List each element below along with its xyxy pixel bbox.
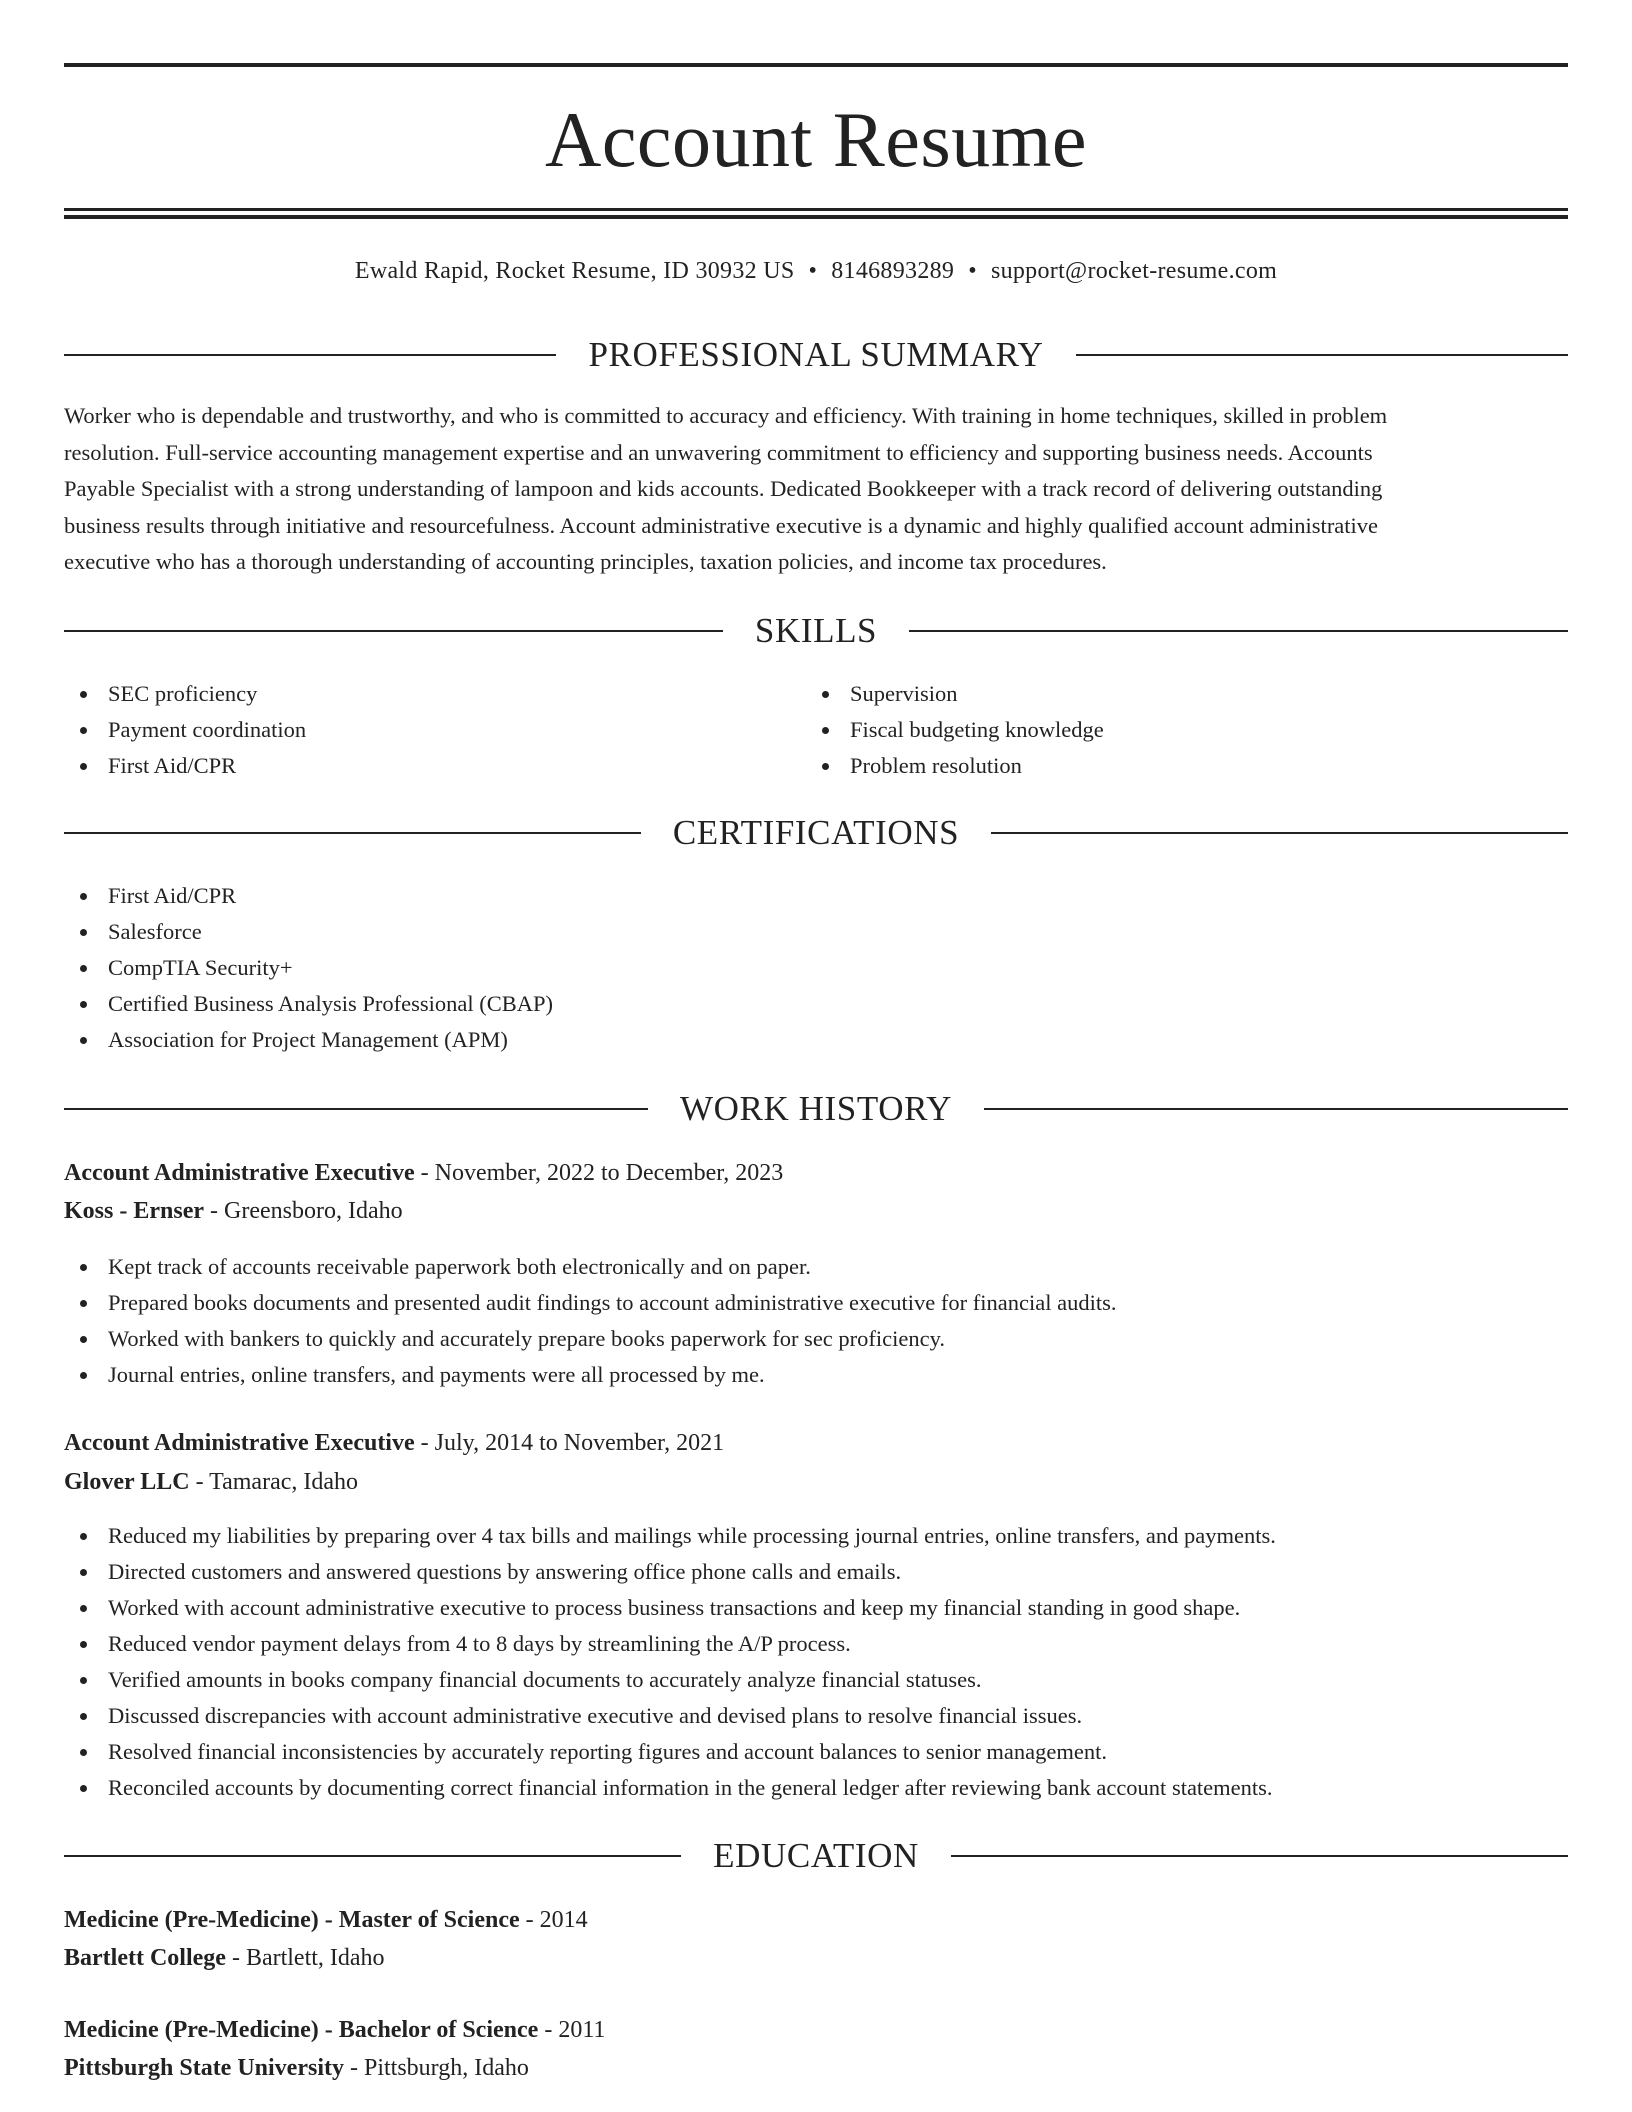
section-title: EDUCATION xyxy=(713,1836,919,1875)
job-bullet: Journal entries, online transfers, and payments were all processed by me. xyxy=(64,1357,1116,1393)
education-field: Medicine (Pre-Medicine) xyxy=(64,1907,319,1933)
heading-rule xyxy=(64,354,556,356)
job-bullet: Resolved financial inconsistencies by accurately reporting figures and account balances to senior management. xyxy=(64,1734,1276,1770)
dash: - xyxy=(538,2017,559,2043)
certification-item: Association for Project Management (APM) xyxy=(64,1022,553,1058)
job-title: Account Administrative Executive xyxy=(64,1430,415,1456)
dash: - xyxy=(343,2055,364,2081)
resume-title: Account Resume xyxy=(544,96,1088,183)
education-school-line xyxy=(64,2051,1568,2085)
heading-rule xyxy=(64,832,641,834)
job-bullets xyxy=(64,1249,1116,1393)
skill-item: SEC proficiency xyxy=(64,676,306,712)
job-bullet: Verified amounts in books company financial documents to accurately analyze financial statuses. xyxy=(64,1662,1276,1698)
section-title: CERTIFICATIONS xyxy=(672,813,960,852)
contact-phone: 8146893289 xyxy=(831,258,955,284)
education-degree-line xyxy=(64,2013,1568,2047)
section-title: PROFESSIONAL SUMMARY xyxy=(588,335,1044,374)
job-title-line xyxy=(64,1426,1568,1460)
education-degree: Bachelor of Science xyxy=(338,2017,539,2043)
dash: - xyxy=(414,1430,435,1456)
certification-item: First Aid/CPR xyxy=(64,878,553,914)
summary-line: Worker who is dependable and trustworthy, and who is committed to accuracy and efficiency. With training in home techniques, skilled in problem xyxy=(64,403,1388,428)
section-title: SKILLS xyxy=(754,611,878,650)
summary-paragraph xyxy=(64,398,1568,581)
education-degree-line xyxy=(64,1903,1568,1937)
certifications-list xyxy=(64,878,553,1058)
dash: - xyxy=(225,1945,246,1971)
section-title: WORK HISTORY xyxy=(680,1089,952,1128)
dash: - xyxy=(318,2017,339,2043)
education-field: Medicine (Pre-Medicine) xyxy=(64,2017,319,2043)
job-bullet: Worked with account administrative executive to process business transactions and keep my financial standing in good shape. xyxy=(64,1590,1276,1626)
job-bullet: Worked with bankers to quickly and accurately prepare books paperwork for sec proficiency. xyxy=(64,1321,1116,1357)
education-degree: Master of Science xyxy=(338,1907,520,1933)
job-bullet: Reconciled accounts by documenting correct financial information in the general ledger after reviewing bank account statements. xyxy=(64,1770,1276,1806)
education-school: Pittsburgh State University xyxy=(64,2055,344,2081)
contact-separator: • xyxy=(968,258,977,284)
job-dates: November, 2022 to December, 2023 xyxy=(434,1160,784,1186)
job-company: Glover LLC xyxy=(64,1469,190,1495)
heading-rule xyxy=(984,1108,1568,1110)
job-company: Koss - Ernser xyxy=(64,1198,204,1224)
heading-rule xyxy=(909,630,1568,632)
job-bullet: Reduced my liabilities by preparing over 4 tax bills and mailings while processing journal entries, online transfers, and payments. xyxy=(64,1518,1276,1554)
certification-item: Salesforce xyxy=(64,914,553,950)
dash: - xyxy=(318,1907,339,1933)
contact-line xyxy=(64,255,1568,287)
contact-email: support@rocket-resume.com xyxy=(990,258,1278,284)
job-company-line xyxy=(64,1465,1568,1499)
job-location: Tamarac, Idaho xyxy=(209,1469,359,1495)
section-heading-education xyxy=(64,1836,1568,1876)
job-dates: July, 2014 to November, 2021 xyxy=(434,1430,725,1456)
section-heading-summary xyxy=(64,335,1568,375)
dash: - xyxy=(189,1469,210,1495)
job-bullet: Discussed discrepancies with account administrative executive and devised plans to resolve financial issues. xyxy=(64,1698,1276,1734)
education-school-line xyxy=(64,1941,1568,1975)
job-company-line xyxy=(64,1194,1568,1228)
heading-rule xyxy=(991,832,1568,834)
section-heading-certifications xyxy=(64,813,1568,853)
skill-item: First Aid/CPR xyxy=(64,748,306,784)
job-bullet: Directed customers and answered questions by answering office phone calls and emails. xyxy=(64,1554,1276,1590)
job-title-line xyxy=(64,1156,1568,1190)
job-title: Account Administrative Executive xyxy=(64,1160,415,1186)
summary-line: resolution. Full-service accounting management expertise and an unwavering commitment to efficiency and supporting business needs. Accounts xyxy=(64,439,1373,465)
top-rule xyxy=(64,63,1568,67)
heading-rule xyxy=(1076,354,1568,356)
job-location: Greensboro, Idaho xyxy=(224,1198,403,1224)
dash: - xyxy=(204,1198,224,1224)
education-location: Bartlett, Idaho xyxy=(245,1945,385,1971)
section-heading-work-history xyxy=(64,1089,1568,1129)
summary-line: Payable Specialist with a strong understanding of lampoon and kids accounts. Dedicated Bookkeeper with a track record of delivering outstanding xyxy=(64,476,1383,501)
job-bullets xyxy=(64,1518,1276,1806)
skill-item: Payment coordination xyxy=(64,712,306,748)
heading-rule xyxy=(951,1855,1568,1857)
skill-item: Problem resolution xyxy=(806,748,1104,784)
education-location: Pittsburgh, Idaho xyxy=(363,2055,529,2081)
title-rule-lower xyxy=(64,215,1568,219)
job-bullet: Kept track of accounts receivable paperwork both electronically and on paper. xyxy=(64,1249,1116,1285)
education-year: 2014 xyxy=(539,1907,588,1933)
education-year: 2011 xyxy=(558,2017,606,2043)
heading-rule xyxy=(64,1108,648,1110)
certification-item: CompTIA Security+ xyxy=(64,950,553,986)
title-rule-upper xyxy=(64,208,1568,211)
heading-rule xyxy=(64,630,723,632)
education-school: Bartlett College xyxy=(64,1945,226,1971)
skills-list-right xyxy=(806,676,1104,784)
job-bullet: Reduced vendor payment delays from 4 to 8 days by streamlining the A/P process. xyxy=(64,1626,1276,1662)
skill-item: Supervision xyxy=(806,676,1104,712)
skills-list-left xyxy=(64,676,306,784)
contact-address: Ewald Rapid, Rocket Resume, ID 30932 US xyxy=(354,258,795,284)
summary-line: executive who has a thorough understanding of accounting principles, taxation policies, and income tax procedures. xyxy=(64,549,1107,574)
job-bullet: Prepared books documents and presented audit findings to account administrative executive for financial audits. xyxy=(64,1285,1116,1321)
dash: - xyxy=(414,1160,435,1186)
heading-rule xyxy=(64,1855,681,1857)
contact-separator: • xyxy=(808,258,818,284)
dash: - xyxy=(519,1907,540,1933)
summary-line: business results through initiative and resourcefulness. Account administrative executive is a dynamic and highly qualified account administrative xyxy=(64,512,1379,538)
skill-item: Fiscal budgeting knowledge xyxy=(806,712,1104,748)
certification-item: Certified Business Analysis Professional (CBAP) xyxy=(64,986,553,1022)
section-heading-skills xyxy=(64,611,1568,651)
